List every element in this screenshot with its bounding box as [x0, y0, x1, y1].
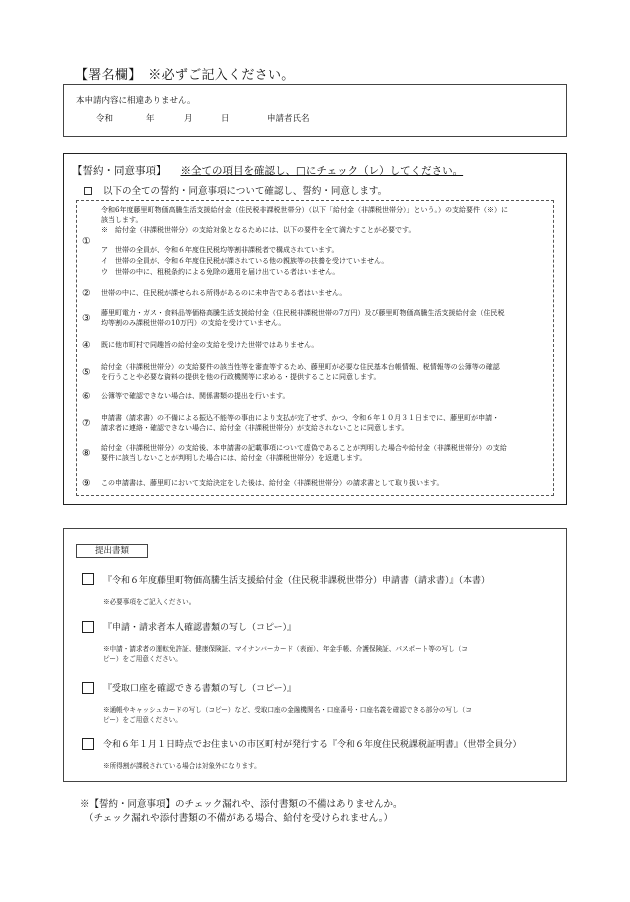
- signature-statement: 本申請内容に相違ありません。: [76, 96, 196, 106]
- consent-item-number: ④: [82, 340, 91, 351]
- document-note-line: ピー）をご用意ください。: [103, 716, 182, 724]
- reiwa-label: 令和: [96, 114, 114, 124]
- consent-item-line: 請求者に連絡・確認できない場合に、給付金（非課税世帯分）が支給されないことに同意します。: [101, 424, 409, 432]
- consent-item-line: 要件に該当しないことが判明した場合には、給付金（非課税世帯分）を返還します。: [101, 454, 367, 462]
- consent-item-line: 該当します。: [101, 216, 143, 224]
- consent-item-text: [101, 413, 547, 433]
- consent-item-line: 給付金（非課税世帯分）の支給要件の該当性等を審査等するため、藤里町が必要な住民基本台帳情報、税情報等の公簿等の確認: [101, 363, 500, 371]
- document-note-line: ピー）をご用意ください。: [103, 655, 182, 663]
- consent-item-line: 世帯の中に、住民税が課せられる所得があるのに未申告である者はいません。: [101, 289, 347, 297]
- consent-item-number: ⑤: [82, 367, 91, 378]
- consent-item-line: イ 世帯の全員が、令和６年度住民税が課されている他の親族等の扶養を受けていません。: [101, 257, 389, 265]
- footer-reminder: ※【誓約・同意事項】のチェック漏れや、添付書類の不備はありませんか。: [80, 799, 403, 810]
- document-title: 令和６年１月１日時点でお住まいの市区町村が発行する『令和６年度住民税課税証明書』（世帯全員分）: [103, 740, 522, 750]
- month-label: 月: [184, 114, 193, 124]
- year-label: 年: [146, 114, 155, 124]
- consent-heading: 【誓約・同意事項】: [72, 165, 167, 177]
- documents-label: 提出書類: [76, 544, 148, 558]
- consent-item-line: 令和6年度藤里町物価高騰生活支援給付金（住民税非課税世帯分）（以下「給付金（非課税世帯分）」という。）の支給要件（※）に: [101, 206, 508, 214]
- consent-item-line: 公簿等で確認できない場合は、関係書類の提出を行います。: [101, 392, 290, 400]
- consent-item-line: ア 世帯の全員が、令和６年度住民税均等割非課税者で構成されています。: [101, 246, 339, 254]
- consent-item-text: [101, 478, 547, 488]
- document-checkbox[interactable]: [82, 573, 94, 585]
- consent-item-line: この申請書は、藤里町において支給決定をした後は、給付金（非課税世帯分）の請求書として取り扱います。: [101, 479, 444, 487]
- document-note-line: ※通帳やキャッシュカードの写し（コピー）など、受取口座の金融機関名・口座番号・口座名義を確認できる部分の写し（コ: [103, 706, 472, 714]
- document-note-line: ※必要事項をご記入ください。: [103, 598, 196, 606]
- consent-item-number: ③: [82, 313, 91, 324]
- document-title: 『受取口座を確認できる書類の写し（コピー）』: [103, 684, 297, 694]
- document-title: 『令和６年度藤里町物価高騰生活支援給付金（住民税非課税世帯分）申請書（請求書）』（本書）: [103, 576, 491, 586]
- applicant-name-label: 申請者氏名: [267, 114, 310, 124]
- consent-item-text: [101, 362, 547, 382]
- document-checkbox[interactable]: [82, 738, 94, 750]
- consent-item-line: 申請書（請求書）の不備による振込不能等の事由により支払が完了せず、かつ、令和６年１０月３１日までに、藤里町が申請・: [101, 414, 500, 422]
- consent-item-line: ※ 給付金（非課税世帯分）の支給対象となるためには、以下の要件を全て満たすことが必要です。: [101, 226, 416, 234]
- agree-all-row: [84, 183, 387, 197]
- agree-all-checkbox[interactable]: [84, 187, 92, 195]
- consent-item-text: [101, 340, 547, 350]
- consent-item-text: [101, 288, 547, 298]
- consent-item-line: 均等割のみ課税世帯の10万円）の支給を受けていません。: [101, 319, 286, 327]
- document-note: [103, 597, 548, 607]
- consent-item-number: ⑥: [82, 391, 91, 402]
- consent-item-number: ②: [82, 288, 91, 299]
- consent-item-text: [101, 308, 547, 328]
- day-label: 日: [221, 114, 230, 124]
- consent-item-number: ⑦: [82, 418, 91, 429]
- document-note: [103, 705, 548, 725]
- consent-title: [72, 163, 463, 178]
- consent-item-text: [101, 443, 547, 463]
- consent-item-line: ウ 世帯の中に、租税条約による免除の適用を届け出ている者はいません。: [101, 268, 340, 276]
- signature-section-title: 【署名欄】 ※必ずご記入ください。: [75, 68, 295, 83]
- consent-item-line: [101, 235, 547, 245]
- document-note: [103, 761, 548, 771]
- consent-item-text: [101, 205, 547, 278]
- consent-item-line: 藤里町電力・ガス・食料品等価格高騰生活支援給付金（住民税非課税世帯の7万円）及び藤里町物価高騰生活支援給付金（住民税: [101, 309, 505, 317]
- footer-warning: （チェック漏れや添付書類の不備がある場合、給付を受けられません。）: [84, 813, 394, 824]
- document-note-line: ※申請・請求者の運転免許証、健康保険証、マイナンバーカード（表面）、年金手帳、介護保険証、パスポート等の写し（コ: [103, 645, 468, 653]
- document-note: [103, 644, 548, 664]
- applicant-name-field[interactable]: [320, 108, 540, 124]
- document-checkbox[interactable]: [82, 621, 94, 633]
- consent-item-number: ⑨: [82, 478, 91, 489]
- consent-item-text: [101, 391, 547, 401]
- document-note-line: ※所得割が課税されている場合は対象外になります。: [103, 762, 261, 770]
- document-checkbox[interactable]: [82, 682, 94, 694]
- document-title: 『申請・請求者本人確認書類の写し（コピー）』: [103, 623, 297, 633]
- consent-item-line: 既に他市町村で同趣旨の給付金の支給を受けた世帯ではありません。: [101, 341, 319, 349]
- consent-item-number: ①: [82, 236, 91, 247]
- consent-instruction: ※全ての項目を確認し、□にチェック（レ）してください。: [180, 165, 464, 177]
- agree-all-label: 以下の全ての誓約・同意事項について確認し、誓約・同意します。: [103, 186, 388, 197]
- consent-item-number: ⑧: [82, 448, 91, 459]
- consent-item-line: 給付金（非課税世帯分）の支給後、本申請書の記載事項について虚偽であることが判明した場合や給付金（非課税世帯分）の支給: [101, 444, 507, 452]
- consent-item-line: を行うことや必要な資料の提供を他の行政機関等に求める・提供することに同意します。: [101, 373, 381, 381]
